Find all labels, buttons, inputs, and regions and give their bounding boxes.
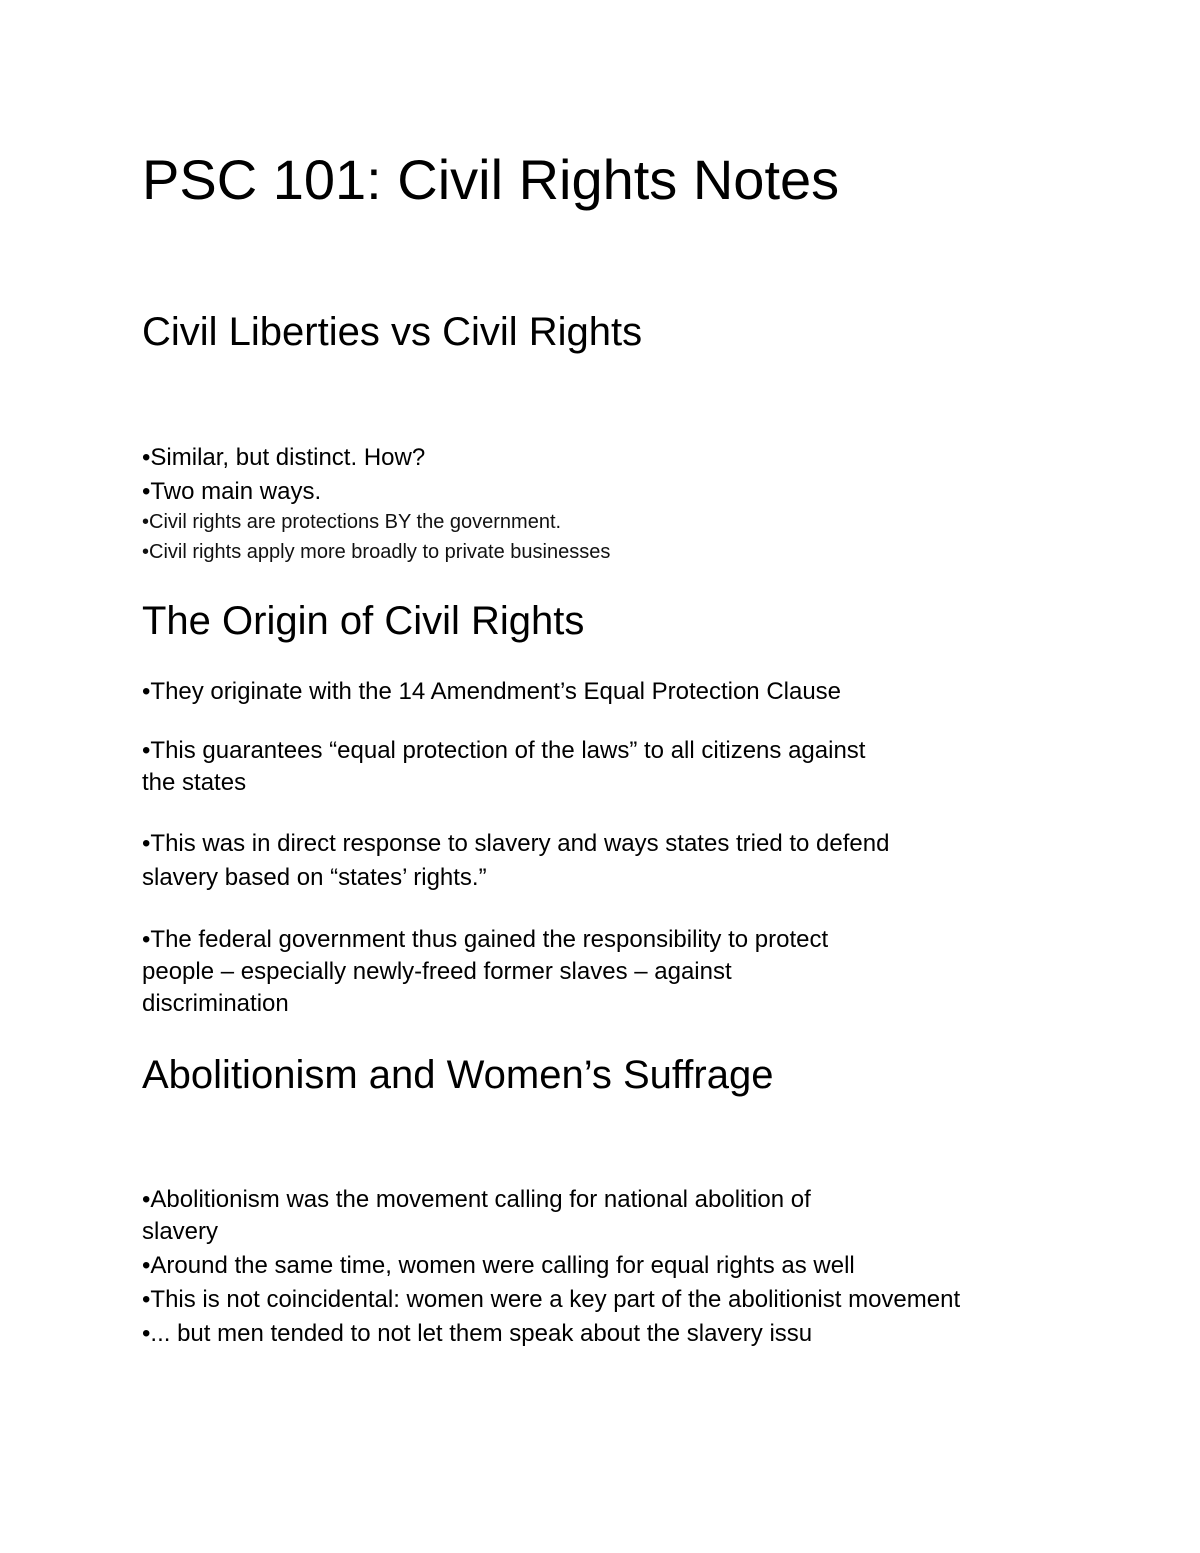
sub-bullet-line: •Civil rights apply more broadly to private businesses: [142, 541, 611, 563]
page-title: PSC 101: Civil Rights Notes: [142, 148, 840, 211]
bullet-line: •Abolitionism was the movement calling for national abolition of: [142, 1186, 811, 1213]
bullet-line: •Similar, but distinct. How?: [142, 444, 426, 471]
bullet-line-continued: the states: [142, 769, 247, 796]
bullet-line: •The federal government thus gained the responsibility to protect: [142, 926, 829, 953]
bullet-line: •Around the same time, women were calling for equal rights as well: [142, 1252, 855, 1279]
section-heading-origin: The Origin of Civil Rights: [142, 599, 585, 643]
section-heading-civil-liberties: Civil Liberties vs Civil Rights: [142, 310, 643, 354]
bullet-line-continued: slavery based on “states’ rights.”: [142, 864, 487, 891]
bullet-line: •They originate with the 14 Amendment’s Equal Protection Clause: [142, 678, 842, 705]
sub-bullet-line: •Civil rights are protections BY the government.: [142, 511, 562, 533]
bullet-line: •This guarantees “equal protection of the laws” to all citizens against: [142, 737, 866, 764]
bullet-line-continued: slavery: [142, 1218, 219, 1245]
bullet-line: •Two main ways.: [142, 478, 322, 505]
bullet-line: •... but men tended to not let them speak about the slavery issu: [142, 1320, 813, 1347]
bullet-line: •This was in direct response to slavery and ways states tried to defend: [142, 830, 890, 857]
bullet-line-continued: people – especially newly-freed former slaves – against: [142, 958, 732, 985]
bullet-line-continued: discrimination: [142, 990, 289, 1017]
bullet-line: •This is not coincidental: women were a key part of the abolitionist movement: [142, 1286, 961, 1313]
section-heading-abolitionism: Abolitionism and Women’s Suffrage: [142, 1053, 774, 1097]
